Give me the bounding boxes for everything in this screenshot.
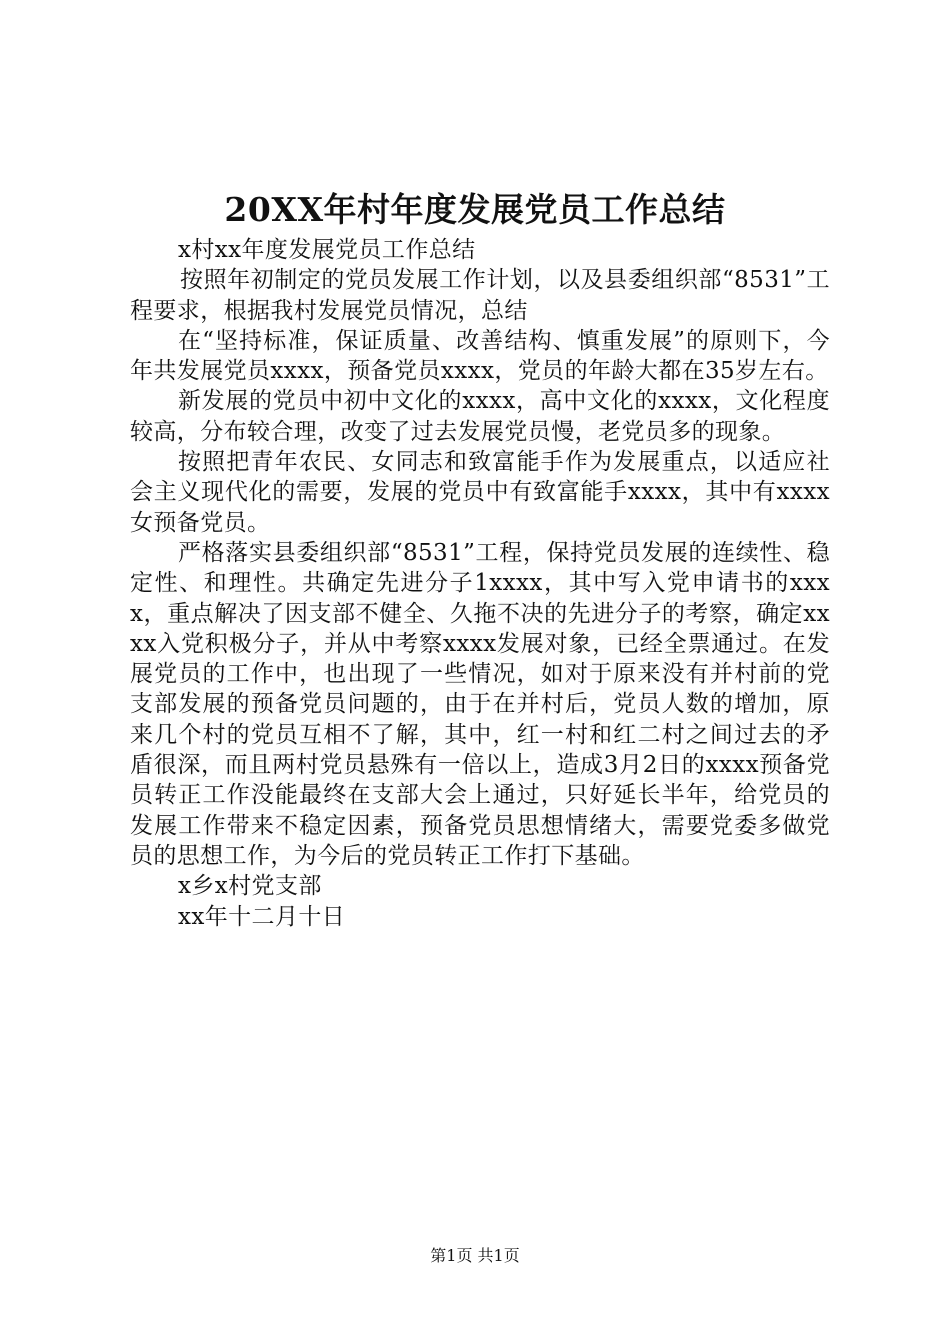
subtitle-line: x村xx年度发展党员工作总结 [178,237,476,263]
paragraph-education: 新发展的党员中初中文化的xxxx，高中文化的xxxx，文化程度较高，分布较合理，改变了过去发展党员慢，老党员多的现象。 [130,388,830,445]
signature-date: xx年十二月十日 [178,903,346,930]
paragraph-principle: 在“坚持标准，保证质量、改善结构、慎重发展”的原则下，今年共发展党员xxxx，预备党员xxxx，党员的年龄大都在35岁左右。 [130,327,830,385]
paragraph-focus: 按照把青年农民、女同志和致富能手作为发展重点，以适应社会主义现代化的需要，发展的党员中有致富能手xxxx，其中有xxxx女预备党员。 [130,449,830,536]
paragraph-intro: 按照年初制定的党员发展工作计划，以及县委组织部“8531”工程要求，根据我村发展党员情况，总结 [130,267,830,324]
signature-organization: x乡x村党支部 [178,873,322,900]
page-number: 第1页 共1页 [430,1246,520,1265]
paragraph-implementation: 严格落实县委组织部“8531”工程，保持党员发展的连续性、稳定性、和理性。共确定先进分子1xxxx，其中写入党申请书的xxxx，重点解决了因支部不健全、久拖不决的先进分子的考察，确定xxxx入党积极分子，并从中考察xxxx发展对象，已经全票通过。在发展党员的工作中，也出现了一些情况，如对于原来没有并村前的党支部发展的预备党员问题的，由于在并村后，党员人数的增加，原来几个村的党员互相不了解，其中，红一村和红二村之间过去的矛盾很深，而且两村党员悬殊有一倍以上，造成3月2日的xxxx预备党员转正工作没能最终在支部大会上通过，只好延长半年，给党员的发展工作带来不稳定因素，预备党员思想情绪大，需要党委多做党员的思想工作，为今后的党员转正工作打下基础。 [130,539,830,869]
document-title: 20XX年村年度发展党员工作总结 [224,190,726,229]
document-body [130,235,830,932]
